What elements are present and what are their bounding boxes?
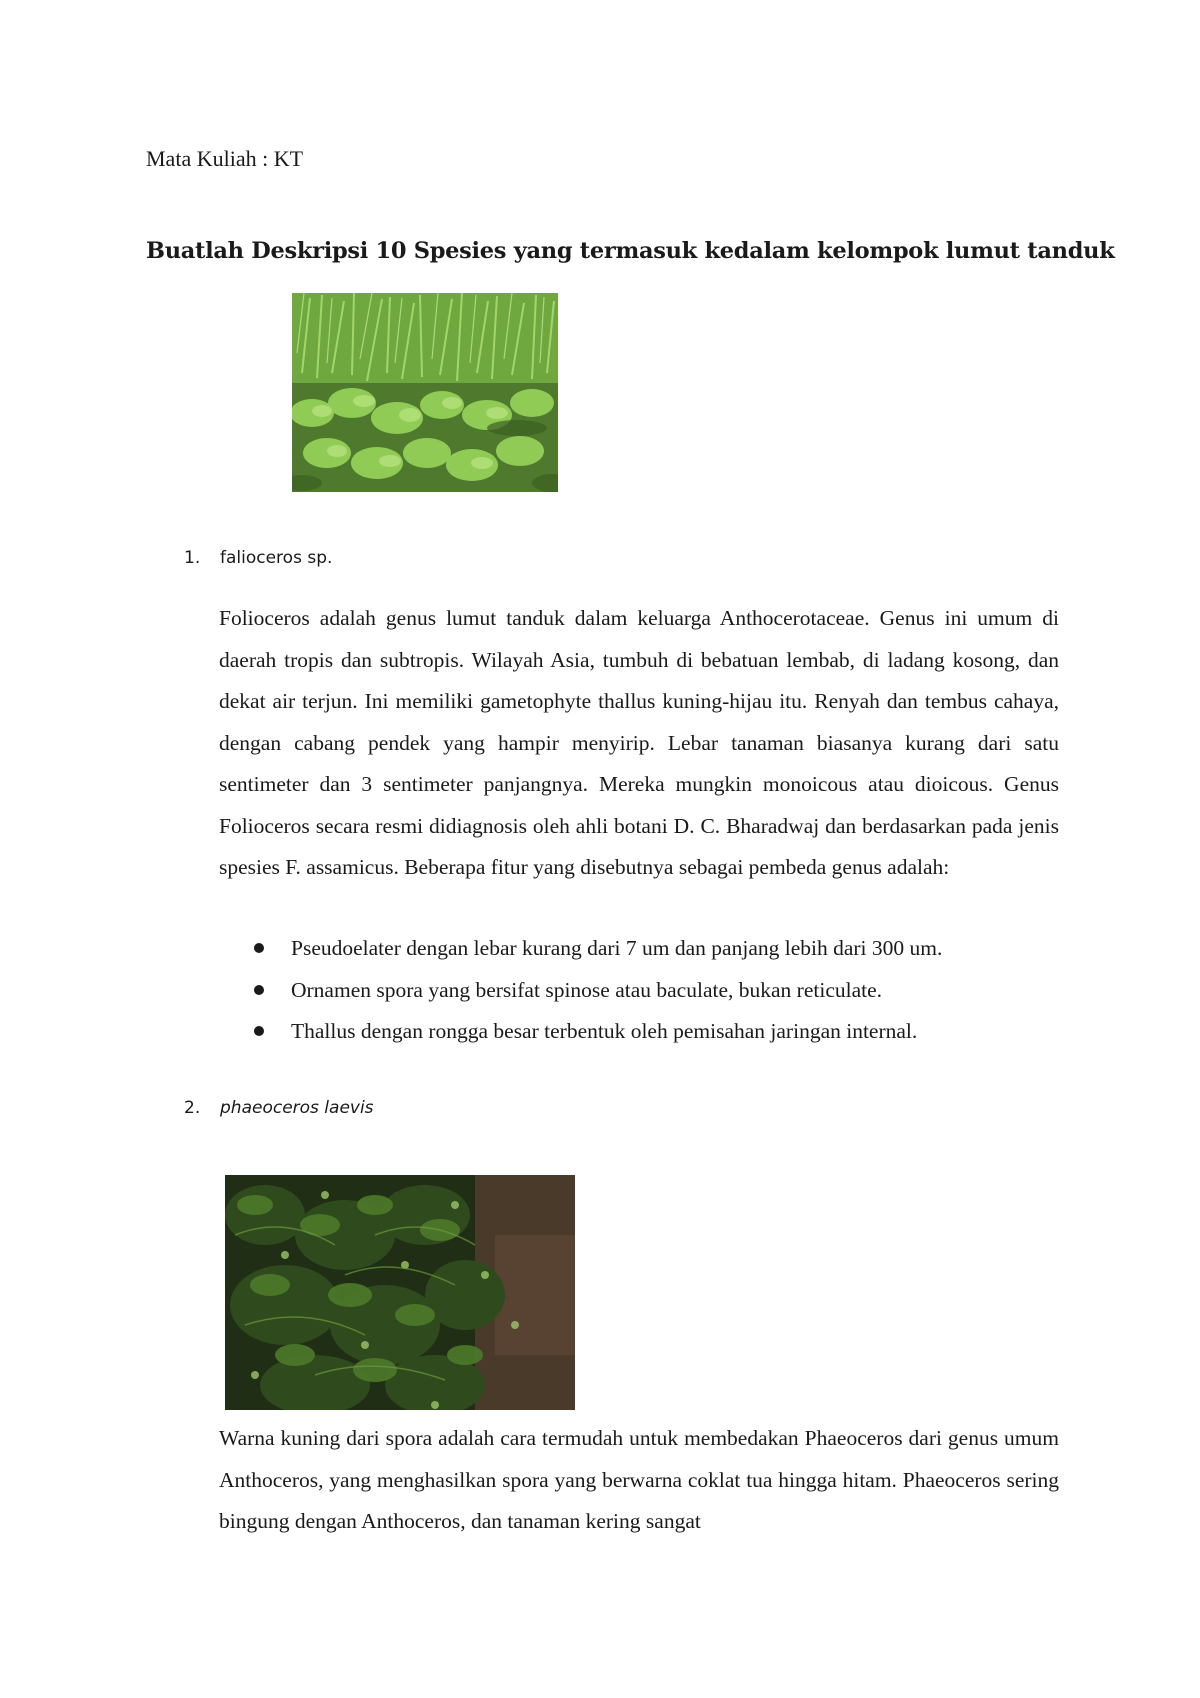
- species-1-description: Folioceros adalah genus lumut tanduk dalam keluarga Anthocerotaceae. Genus ini umum di daerah tropis dan subtropis. Wilayah Asia, tumbuh di bebatuan lembab, di ladang kosong, dan dekat air terjun. Ini memiliki gametophyte thallus kuning-hijau itu. Renyah dan tembus cahaya, dengan cabang pendek yang hampir menyirip. Lebar tanaman biasanya kurang dari satu sentimeter dan 3 sentimeter panjangnya. Mereka mungkin monoicous atau dioicous. Genus Folioceros secara resmi didiagnosis oleh ahli botani D. C. Bharadwaj dan berdasarkan pada jenis spesies F. assamicus. Beberapa fitur yang disebutnya sebagai pembeda genus adalah:: [219, 606, 1059, 879]
- species-2-description: Warna kuning dari spora adalah cara termudah untuk membedakan Phaeoceros dari genus umum Anthoceros, yang menghasilkan spora yang berwarna coklat tua hingga hitam. Phaeoceros sering bingung dengan Anthoceros, dan tanaman kering sangat: [219, 1426, 1059, 1533]
- feature-text: Thallus dengan rongga besar terbentuk oleh pemisahan jaringan internal.: [291, 1019, 918, 1043]
- species-2-name: phaeoceros laevis: [220, 1098, 374, 1118]
- feature-text: Ornamen spora yang bersifat spinose atau baculate, bukan reticulate.: [291, 977, 883, 1002]
- list-item: [219, 1011, 1079, 1053]
- hornwort-photo-1: [292, 293, 558, 492]
- species-1-name: falioceros sp.: [220, 548, 333, 568]
- species-1-title: [184, 548, 332, 568]
- assignment-heading: Buatlah Deskripsi 10 Spesies yang termasuk kedalam kelompok lumut tanduk: [146, 238, 1115, 264]
- bullet-icon: [254, 943, 264, 953]
- hornwort-photo-2: [225, 1175, 575, 1410]
- species-2-number: 2.: [184, 1098, 201, 1118]
- bullet-icon: [254, 985, 264, 995]
- course-line: Mata Kuliah : KT: [146, 146, 304, 171]
- list-item: [219, 928, 1079, 970]
- species-2-title: [184, 1098, 374, 1118]
- species-1-number: 1.: [184, 548, 201, 568]
- feature-text: Pseudoelater dengan lebar kurang dari 7 um dan panjang lebih dari 300 um.: [291, 936, 943, 960]
- species-1-feature-list: [219, 928, 1079, 1053]
- list-item: [219, 970, 1079, 1012]
- bullet-icon: [254, 1026, 264, 1036]
